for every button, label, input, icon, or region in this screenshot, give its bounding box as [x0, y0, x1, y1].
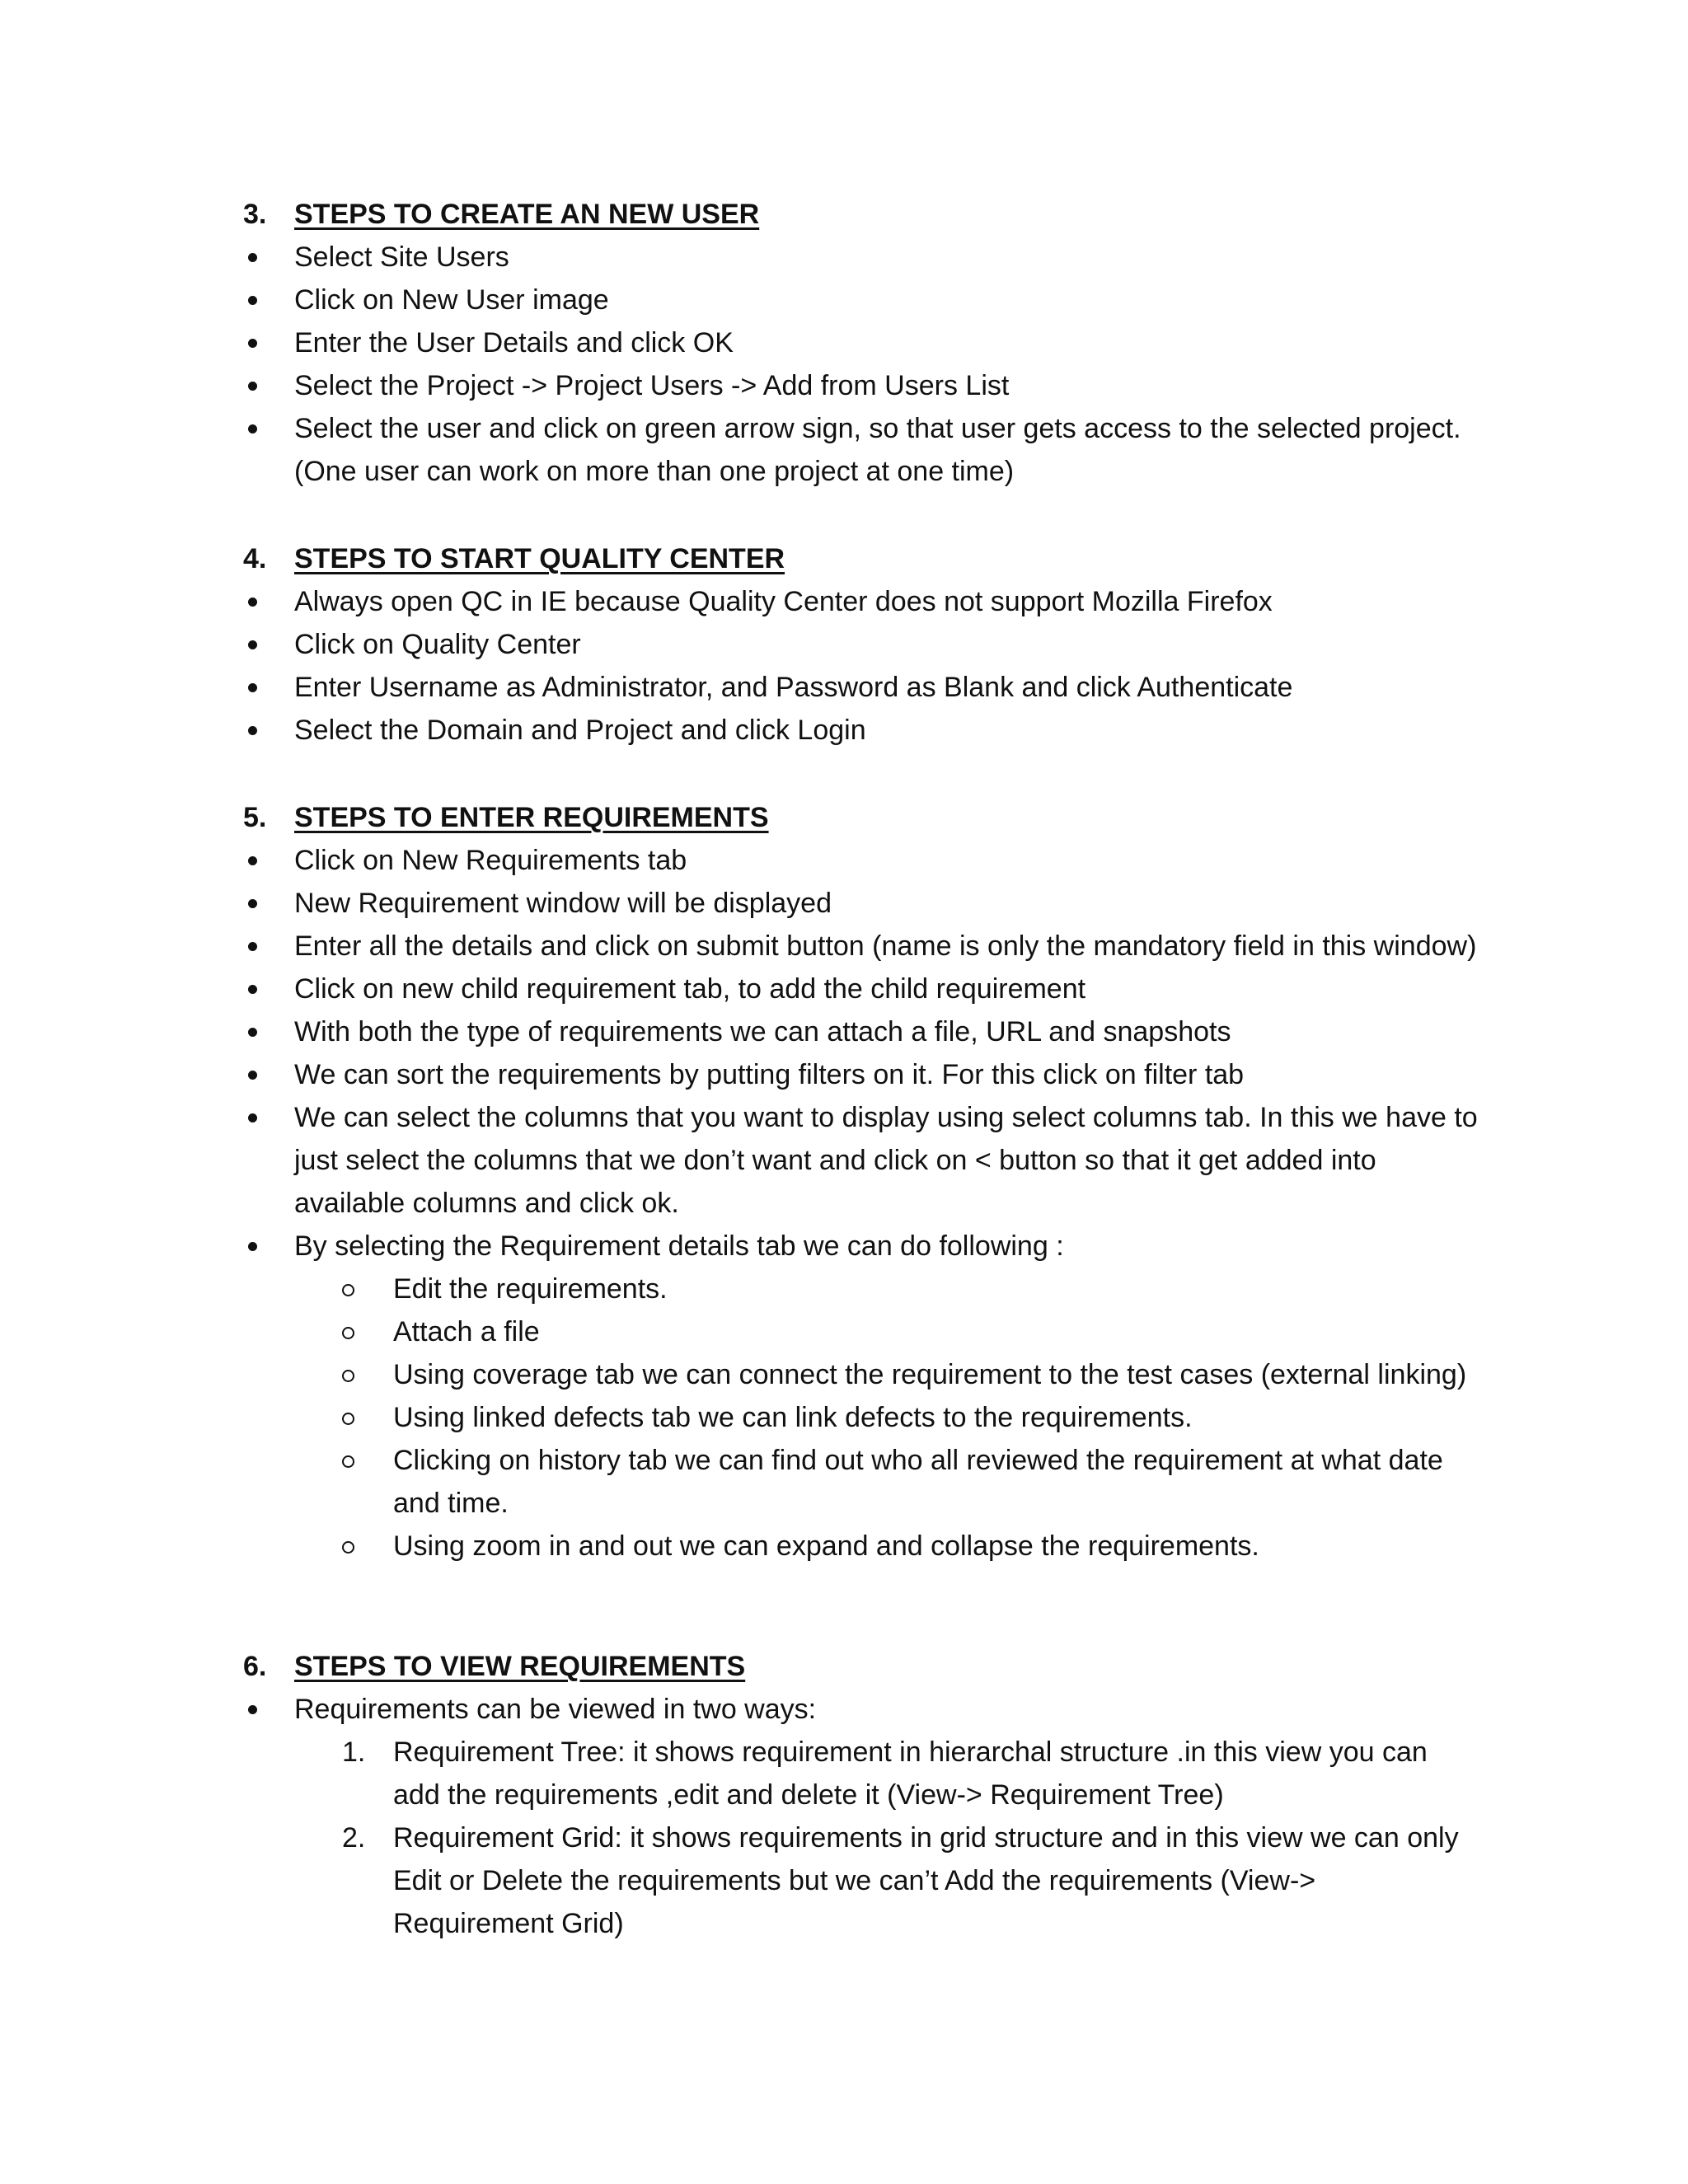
section-view-requirements	[243, 1645, 1479, 1945]
list-item: Click on new child requirement tab, to add the child requirement	[243, 968, 1479, 1010]
section-title: STEPS TO ENTER REQUIREMENTS	[294, 802, 769, 833]
section-start-quality-center	[243, 537, 1479, 752]
circle-bullet-icon	[342, 1327, 354, 1339]
section-number: 4.	[243, 543, 267, 574]
section-title: STEPS TO START QUALITY CENTER	[294, 543, 785, 574]
list-item: New Requirement window will be displayed	[243, 882, 1479, 925]
sub-list-item: Using coverage tab we can connect the requirement to the test cases (external linking)	[342, 1353, 1479, 1396]
list-item: Click on Quality Center	[243, 623, 1479, 666]
bullet-icon	[248, 424, 257, 434]
numbered-list	[243, 1731, 1479, 1945]
list-number: 2.	[342, 1822, 366, 1854]
numbered-list-item: 2. Requirement Grid: it shows requirements in grid structure and in this view we can only Edit or Delete the requirements but we can’t Add the requirements (View-> Requirement Grid)	[342, 1816, 1479, 1945]
sub-list-item: Clicking on history tab we can find out who all reviewed the requirement at what date and time.	[342, 1439, 1479, 1525]
bullet-icon	[248, 296, 257, 305]
bullet-icon	[248, 382, 257, 391]
list-item: Enter the User Details and click OK	[243, 321, 1479, 364]
bullet-icon	[248, 899, 257, 908]
numbered-list-item: 1. Requirement Tree: it shows requirement in hierarchal structure .in this view you can add the requirements ,edit and delete it (View-> Requirement Tree)	[342, 1731, 1479, 1816]
circle-bullet-icon	[342, 1455, 354, 1468]
bullet-icon	[248, 253, 257, 262]
circle-bullet-icon	[342, 1370, 354, 1382]
sub-list-item: Using zoom in and out we can expand and collapse the requirements.	[342, 1525, 1479, 1568]
sub-bullet-list	[243, 1268, 1479, 1568]
section-heading	[243, 193, 1479, 236]
list-item: Click on New User image	[243, 279, 1479, 321]
list-number: 1.	[342, 1736, 366, 1768]
list-item: Enter all the details and click on submit button (name is only the mandatory field in this window)	[243, 925, 1479, 968]
bullet-icon	[248, 1071, 257, 1080]
list-item: By selecting the Requirement details tab we can do following :	[243, 1225, 1479, 1268]
list-item: Always open QC in IE because Quality Center does not support Mozilla Firefox	[243, 580, 1479, 623]
bullet-icon	[248, 1028, 257, 1037]
bullet-icon	[248, 942, 257, 951]
list-item: Select the Project -> Project Users -> Add from Users List	[243, 364, 1479, 407]
bullet-icon	[248, 683, 257, 692]
list-item: We can sort the requirements by putting filters on it. For this click on filter tab	[243, 1053, 1479, 1096]
section-heading	[243, 1645, 1479, 1688]
bullet-icon	[248, 985, 257, 994]
list-item: Click on New Requirements tab	[243, 839, 1479, 882]
list-item: Enter Username as Administrator, and Password as Blank and click Authenticate	[243, 666, 1479, 709]
section-create-new-user	[243, 193, 1479, 493]
section-heading	[243, 537, 1479, 580]
list-item: We can select the columns that you want to display using select columns tab. In this we have to just select the columns that we don’t want and click on < button so that it get added into available columns and click ok.	[243, 1096, 1479, 1225]
circle-bullet-icon	[342, 1413, 354, 1425]
bullet-icon	[248, 1242, 257, 1251]
section-number: 3.	[243, 199, 267, 230]
section-enter-requirements	[243, 796, 1479, 1568]
circle-bullet-icon	[342, 1284, 354, 1296]
bullet-list	[243, 580, 1479, 752]
bullet-icon	[248, 1113, 257, 1122]
section-number: 5.	[243, 802, 267, 833]
section-title: STEPS TO CREATE AN NEW USER	[294, 199, 760, 230]
section-title: STEPS TO VIEW REQUIREMENTS	[294, 1651, 746, 1682]
section-number: 6.	[243, 1651, 267, 1682]
list-item: Select the user and click on green arrow sign, so that user gets access to the selected project. (One user can work on more than one project at one time)	[243, 407, 1479, 493]
bullet-list	[243, 1688, 1479, 1731]
bullet-icon	[248, 726, 257, 735]
bullet-list	[243, 839, 1479, 1268]
list-item: Select the Domain and Project and click Login	[243, 709, 1479, 752]
list-item: Requirements can be viewed in two ways:	[243, 1688, 1479, 1731]
circle-bullet-icon	[342, 1541, 354, 1554]
list-item: Select Site Users	[243, 236, 1479, 279]
list-item: With both the type of requirements we can attach a file, URL and snapshots	[243, 1010, 1479, 1053]
section-heading	[243, 796, 1479, 839]
bullet-list	[243, 236, 1479, 493]
sub-list-item: Attach a file	[342, 1310, 1479, 1353]
bullet-icon	[248, 339, 257, 348]
bullet-icon	[248, 856, 257, 865]
sub-list-item: Using linked defects tab we can link defects to the requirements.	[342, 1396, 1479, 1439]
bullet-icon	[248, 598, 257, 607]
sub-list-item: Edit the requirements.	[342, 1268, 1479, 1310]
bullet-icon	[248, 640, 257, 649]
bullet-icon	[248, 1705, 257, 1714]
